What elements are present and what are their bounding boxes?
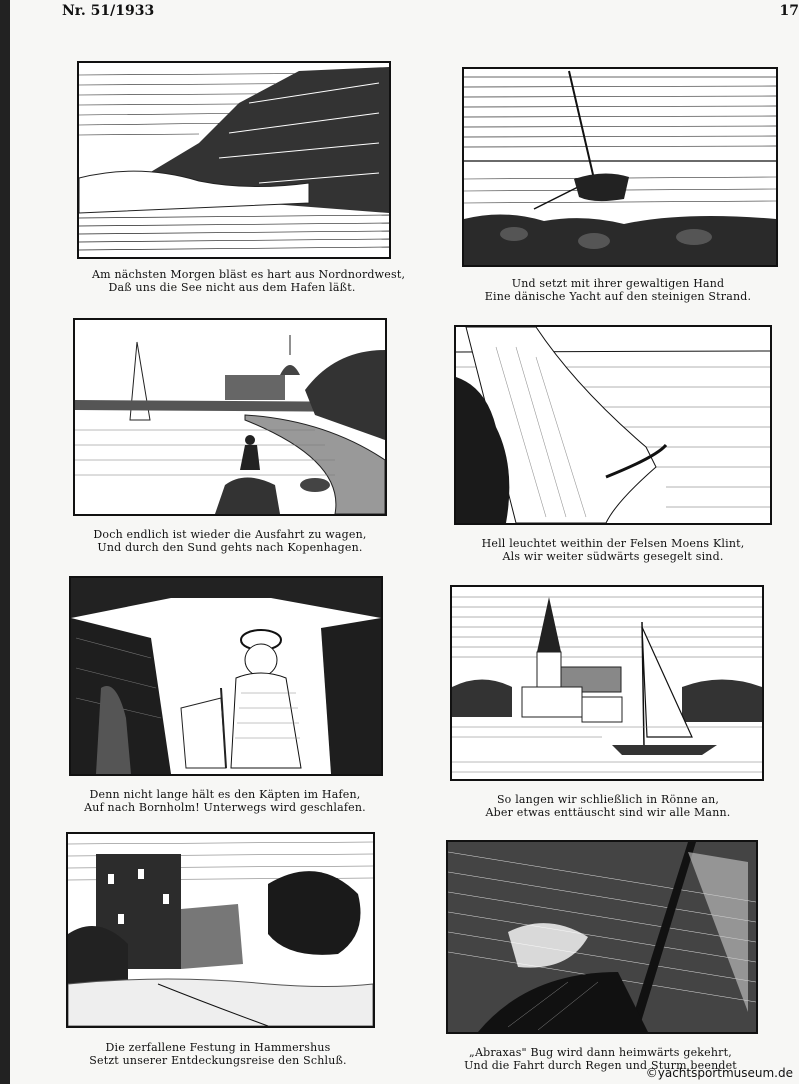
illustration-cliff-surf <box>77 61 391 259</box>
caption-6: So langen wir schließlich in Rönne an, Aber etwas enttäuscht sind wir alle Mann. <box>485 793 731 819</box>
illustration-moens-klint <box>454 325 772 525</box>
caption-2: Und setzt mit ihrer gewaltigen Hand Eine dänische Yacht auf den steinigen Strand. <box>484 277 752 303</box>
caption-4: Hell leuchtet weithin der Felsen Moens Klint, Als wir weiter südwärts gesegelt sind. <box>481 537 745 563</box>
caption-5: Denn nicht lange hält es den Käpten im Hafen, Auf nach Bornholm! Unterwegs wird geschlafen. <box>84 788 366 814</box>
watermark: ©yachtsportmuseum.de <box>645 1066 793 1080</box>
caption-3: Doch endlich ist wieder die Ausfahrt zu wagen, Und durch den Sund gehts nach Kopenhagen. <box>93 528 367 554</box>
caption-8: „Abraxas" Bug wird dann heimwärts gekehrt, Und die Fahrt durch Regen und Sturm beendet <box>464 1046 737 1072</box>
illustration-storm-bow <box>446 840 758 1034</box>
illustration-roenne-harbour <box>450 585 764 781</box>
illustration-hammershus-ruins <box>66 832 375 1028</box>
illustration-copenhagen-harbour <box>73 318 387 516</box>
illustration-captain-cabin <box>69 576 383 776</box>
caption-7: Die zerfallene Festung in Hammershus Setzt unserer Entdeckungsreise den Schluß. <box>89 1041 347 1067</box>
page-spine <box>0 0 10 1084</box>
page-number: 17 <box>779 3 799 19</box>
caption-1: Am nächsten Morgen bläst es hart aus Nordnordwest, Daß uns die See nicht aus dem Hafen läßt. <box>92 268 406 294</box>
issue-number: Nr. 51/1933 <box>62 3 155 19</box>
illustration-stranded-yacht <box>462 67 778 267</box>
